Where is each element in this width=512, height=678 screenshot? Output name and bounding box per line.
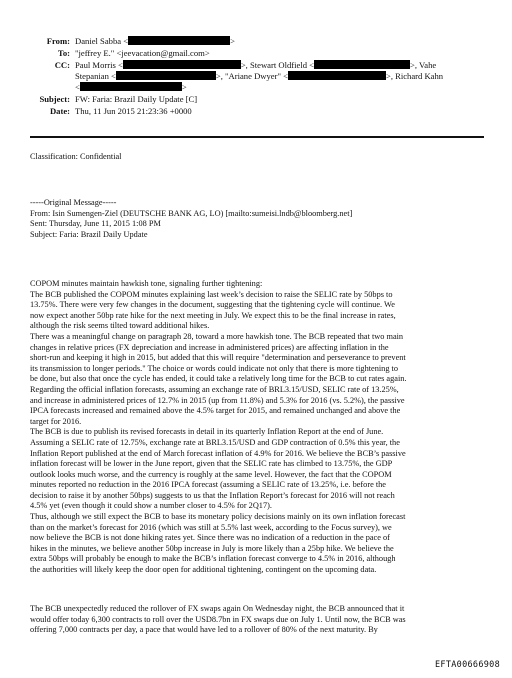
original-message-line: -----Original Message----- bbox=[30, 198, 117, 207]
body-line: be done, but also that once the cycle has ended, it could take a relatively long time for the BCB to cut rates again. bbox=[30, 374, 407, 384]
body-line: offering 7,000 contracts per day, a pace that would have led to a rollover of 80% of the next maturity. By bbox=[30, 625, 378, 635]
classification: Classification: Confidential bbox=[30, 152, 122, 161]
body-line: short-run and keeping it high in 2015, but added that this will require "determination and perseverance to prevent bbox=[30, 353, 406, 363]
body-line: Inflation Report published at the end of March forecast inflation of 4.9% for 2016. We believe the BCB’s passive bbox=[30, 448, 406, 458]
from-label: From: bbox=[46, 36, 70, 46]
original-message-line: Sent: Thursday, June 11, 2015 1:08 PM bbox=[30, 219, 161, 229]
body-line: minutes reported no reduction in the 2016 IPCA forecast (assuming a SELIC rate of 13.25%, i.e. before the bbox=[30, 480, 386, 490]
date-value: Thu, 11 Jun 2015 21:23:36 +0000 bbox=[75, 106, 192, 116]
cc-line-3 bbox=[75, 82, 187, 93]
body-line: would offer today 6,300 contracts to roll over the USD8.7bn in FX swaps due on July 1. Until now, the BCB was bbox=[30, 614, 406, 624]
bates-number: EFTA00666908 bbox=[434, 660, 500, 670]
body-line: outlook looks much worse, and the currency is roughly at the same level. However, the fact that the COPOM bbox=[30, 469, 392, 479]
body-line: IPCA forecasts increased and remained above the 4.5% target for 2015, and remained unchanged and above the bbox=[30, 406, 401, 416]
original-message-line: Subject: Faria: Brazil Daily Update bbox=[30, 229, 148, 239]
body-line: Regarding the official inflation forecasts, assuming an exchange rate of BRL3.15/USD, SELIC rate of 13.25%, bbox=[30, 384, 399, 394]
redaction-bar bbox=[80, 82, 182, 91]
redaction-bar bbox=[116, 71, 216, 80]
original-message-header bbox=[30, 198, 500, 240]
redaction-bar bbox=[314, 60, 410, 69]
cc-richard-kahn: >, Richard Kahn bbox=[385, 71, 444, 81]
body-line: Thus, although we still expect the BCB to base its monetary policy decisions mainly on its own inflation forecast bbox=[30, 512, 406, 522]
body-line: The BCB is due to publish its revised forecasts in detail in its quarterly Inflation Report at the end of June. bbox=[30, 427, 384, 437]
cc-ariane-dwyer: >, "Ariane Dwyer" < bbox=[215, 71, 288, 81]
from-name: Daniel Sabba < bbox=[75, 36, 129, 46]
body-line: the authorities will likely keep the door open for additional tightening, contingent on the upcoming data. bbox=[30, 565, 377, 575]
to-value: "jeffrey E." <jeevacation@gmail.com> bbox=[75, 48, 210, 58]
body-line: than on the market’s forecast for 2016 (which was still at 5.5% last week, according to the Focus survey), we bbox=[30, 522, 392, 532]
body-line: and increase in administered prices of 12.7% in 2015 (up from 11.8%) and 5.3% for 2016 (vs. 5.2%), the passive bbox=[30, 395, 405, 405]
redaction-bar bbox=[123, 60, 241, 69]
body-line: inflation forecast will be lower in the June report, given that the SELIC rate has climbed to 13.75%, the GDP bbox=[30, 459, 393, 469]
body-line: There was a meaningful change on paragraph 28, toward a more hawkish tone. The BCB repeated that two main bbox=[30, 331, 404, 341]
body-line: The BCB published the COPOM minutes explaining last week’s decision to raise the SELIC rate by 50bps to bbox=[30, 289, 393, 299]
body-line: extra 50bps will probably be enough to make the BCB’s inflation forecast converge to 4.5% in 2016, although bbox=[30, 554, 396, 564]
body-line: target for 2016. bbox=[30, 416, 82, 426]
body-line: although the risk seems tilted toward additional hikes. bbox=[30, 321, 210, 331]
to-label: To: bbox=[57, 48, 70, 58]
cc-line-2 bbox=[75, 71, 443, 82]
body-line: The BCB unexpectedly reduced the rollover of FX swaps again On Wednesday night, the BCB announced that it bbox=[30, 604, 405, 613]
header-divider bbox=[30, 136, 484, 138]
email-header bbox=[0, 36, 512, 122]
cc-open-bracket: < bbox=[75, 82, 80, 92]
fx-swaps-paragraph bbox=[30, 604, 500, 636]
from-end: > bbox=[230, 36, 235, 46]
redaction-bar bbox=[288, 71, 386, 80]
cc-close-bracket: > bbox=[181, 82, 187, 92]
body-line: decision to raise it by another 50bps) suggests to us that the Inflation Report’s forecast for 2016 will not reach bbox=[30, 490, 395, 500]
subject-value: FW: Faria: Brazil Daily Update [C] bbox=[75, 94, 198, 104]
body-line: 4.5% yet (even though it could show a number closer to 4.5% for 2Q17). bbox=[30, 501, 272, 511]
body-line: now expect another 50bp rate hike for the next meeting in July. We expect this to be the final increase in rates, bbox=[30, 310, 396, 320]
date-label: Date: bbox=[49, 106, 70, 116]
body-line: Assuming a SELIC rate of 12.75%, exchange rate at BRL3.15/USD and GDP contraction of 0.5% this year, the bbox=[30, 437, 400, 447]
from-value bbox=[75, 36, 235, 47]
original-message-line: From: Isin Sumengen-Ziel (DEUTSCHE BANK AG, LO) [mailto:sumeisi.lndb@bloomberg.net] bbox=[30, 208, 353, 218]
body-line: hikes in the minutes, we believe another 50bp increase in July is more likely than a 25bp hike. We believe the bbox=[30, 543, 394, 553]
redaction-bar bbox=[128, 36, 230, 45]
body-line: 13.75%. There were very few changes in the document, suggesting that the tightening cycle will continue. We bbox=[30, 300, 395, 310]
message-body bbox=[30, 279, 500, 576]
body-line: COPOM minutes maintain hawkish tone, signaling further tightening: bbox=[30, 279, 263, 288]
cc-stepanian: Stepanian < bbox=[75, 71, 116, 81]
body-line: its transmission to longer periods." The choice or words could indicate not only that there is more tightening to bbox=[30, 363, 398, 373]
cc-stewart-oldfield: >, Stewart Oldfield < bbox=[240, 60, 315, 70]
body-line: now believe the BCB is not done hiking rates yet. Since there was no indication of a reduction in the pace of bbox=[30, 533, 390, 543]
cc-line-1 bbox=[75, 60, 436, 71]
cc-vahe: >, Vahe bbox=[410, 60, 437, 70]
cc-label: CC: bbox=[54, 60, 70, 70]
cc-paul-morris: Paul Morris < bbox=[75, 60, 123, 70]
body-line: changes in relative prices (FX depreciation and increase in administered prices) are affecting inflation in the bbox=[30, 342, 389, 352]
subject-label: Subject: bbox=[39, 94, 70, 104]
